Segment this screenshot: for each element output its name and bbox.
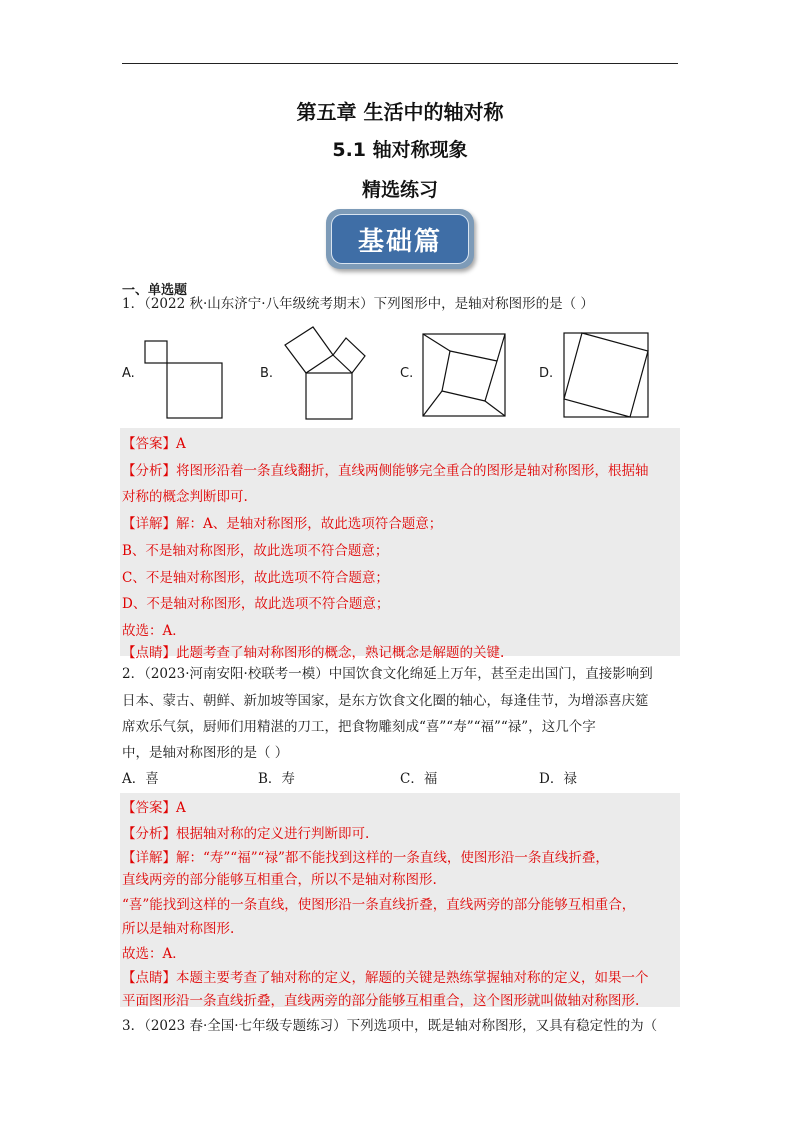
section-title: 5.1 轴对称现象 xyxy=(332,139,468,161)
q1-option-b-figure xyxy=(280,325,370,421)
q1-option-d-figure xyxy=(560,329,652,421)
q1-analysis-line-2: 对称的概念判断即可. xyxy=(122,489,248,505)
q2-detail-line-4: 所以是轴对称图形. xyxy=(122,921,235,937)
q1-option-c-label: C. xyxy=(400,366,414,381)
question-1 xyxy=(122,291,682,318)
q2-option-d: D．禄 xyxy=(539,771,577,787)
q2-comment-line-1: 【点睛】本题主要考查了轴对称的定义，解题的关键是熟练掌握轴对称的定义，如果一个 xyxy=(122,970,649,986)
question-3-text: （2023 春·全国·七年级专题练习）下列选项中，既是轴对称图形，又具有稳定性的为（ xyxy=(144,1018,658,1034)
q1-detail-line-2: B、不是轴对称图形，故此选项不符合题意； xyxy=(122,543,389,559)
q1-detail-line-1: 【详解】解：A、是轴对称图形，故此选项符合题意； xyxy=(122,516,443,532)
question-2-line-1: （2023·河南安阳·校联考一模）中国饮食文化绵延上万年，甚至走出国门，直接影响到 xyxy=(144,666,653,682)
q1-analysis-line-1: 【分析】将图形沿着一条直线翻折，直线两侧能够完全重合的图形是轴对称图形，根据轴 xyxy=(122,463,649,479)
q2-option-c: C．福 xyxy=(400,771,438,787)
q2-detail-line-1: 【详解】解：“寿”“福”“禄”都不能找到这样的一条直线，使图形沿一条直线折叠， xyxy=(122,850,609,866)
q2-analysis: 【分析】根据轴对称的定义进行判断即可. xyxy=(122,826,370,842)
q1-option-a-figure xyxy=(142,338,228,420)
question-3 xyxy=(122,1013,682,1040)
question-1-number: 1． xyxy=(122,296,145,312)
page-subtitle: 精选练习 xyxy=(361,179,438,201)
chapter-title: 第五章 生活中的轴对称 xyxy=(296,100,504,124)
q2-comment-line-2: 平面图形沿一条直线折叠，直线两旁的部分能够互相重合，这个图形就叫做轴对称图形. xyxy=(122,993,640,1009)
level-badge xyxy=(326,209,474,269)
question-2-line-4: 中，是轴对称图形的是（ ） xyxy=(122,745,289,761)
question-1-text: （2022 秋·山东济宁·八年级统考期末）下列图形中，是轴对称图形的是（ ） xyxy=(144,296,594,312)
q2-answer: 【答案】A xyxy=(122,800,186,816)
q1-detail-line-3: C、不是轴对称图形，故此选项不符合题意； xyxy=(122,570,389,586)
q1-option-d-label: D. xyxy=(539,366,554,381)
q2-detail-line-3: “喜”能找到这样的一条直线，使图形沿一条直线折叠，直线两旁的部分能够互相重合， xyxy=(122,897,636,913)
q2-option-a: A．喜 xyxy=(122,771,159,787)
q1-conclusion: 故选：A． xyxy=(122,623,186,639)
question-3-number: 3． xyxy=(122,1018,145,1034)
question-2-number: 2． xyxy=(122,666,145,682)
q2-conclusion: 故选：A． xyxy=(122,946,186,962)
q1-comment: 【点睛】此题考查了轴对称图形的概念，熟记概念是解题的关键. xyxy=(122,645,505,661)
q2-option-b: B．寿 xyxy=(258,771,295,787)
section-label: 一、单选题 xyxy=(122,283,188,298)
q1-detail-line-4: D、不是轴对称图形，故此选项不符合题意； xyxy=(122,596,390,612)
q1-answer: 【答案】A xyxy=(122,436,186,452)
q1-option-c-figure xyxy=(420,331,508,419)
top-rule xyxy=(122,63,678,64)
level-badge-label: 基础篇 xyxy=(357,226,442,257)
q2-detail-line-2: 直线两旁的部分能够互相重合，所以不是轴对称图形. xyxy=(122,872,437,888)
question-2 xyxy=(122,661,682,688)
q1-option-a-label: A. xyxy=(122,366,135,381)
q1-option-b-label: B. xyxy=(260,366,274,381)
question-2-line-2: 日本、蒙古、朝鲜、新加坡等国家，是东方饮食文化圈的轴心，每逢佳节，为增添喜庆筵 xyxy=(122,693,649,709)
question-2-line-3: 席欢乐气氛，厨师们用精湛的刀工，把食物雕刻成“喜”“寿”“福”“禄”，这几个字 xyxy=(122,719,596,735)
